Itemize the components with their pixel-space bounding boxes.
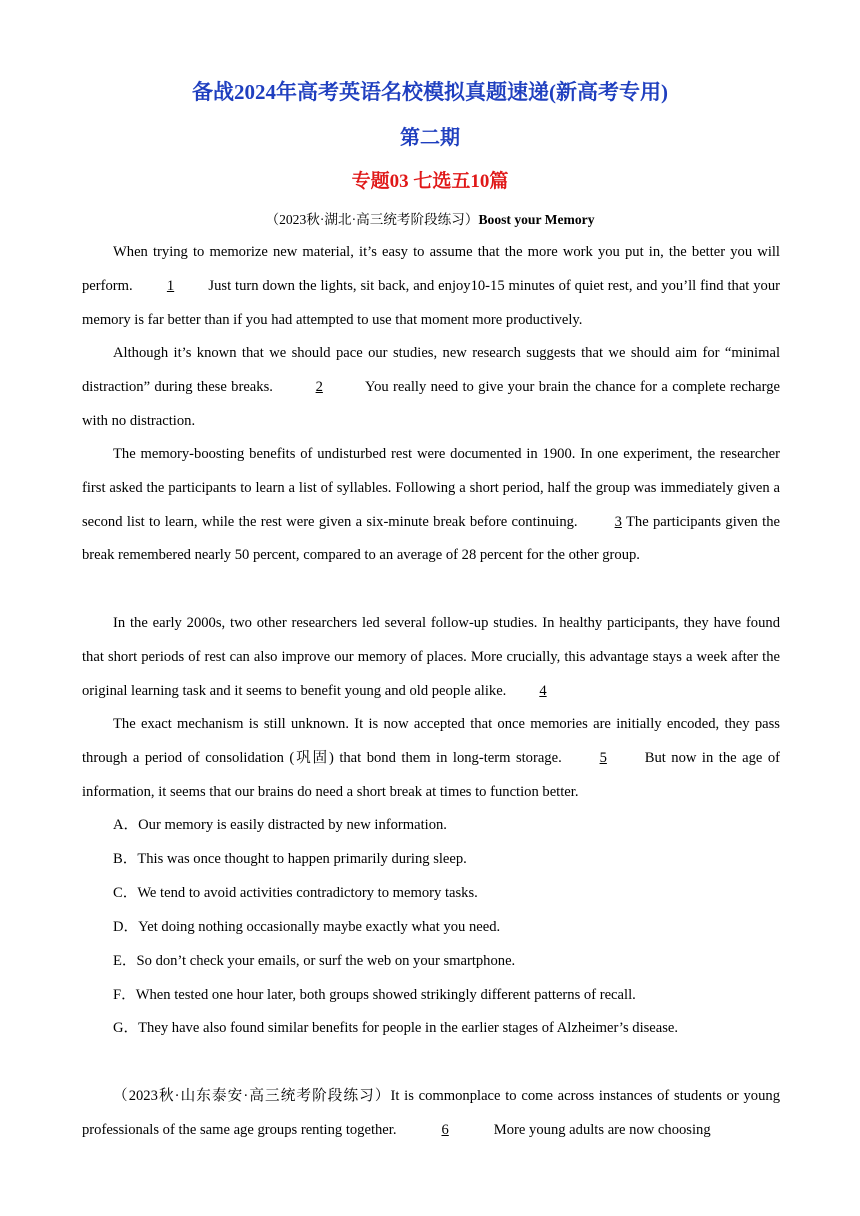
paragraph-text: When trying to memorize new material, it’s easy to assume that the more work you put in, the better you will perform. (82, 244, 780, 294)
option-d: D．Yet doing nothing occasionally maybe exactly what you need. (113, 919, 501, 935)
passage1-heading: Boost your Memory (478, 212, 595, 227)
paragraph-text: You really need to give your brain the chance for a complete recharge with no distraction. (82, 378, 780, 429)
paragraph-text: Just turn down the lights, sit back, and enjoy10-15 minutes of quiet rest, and you’ll find that your memory is far better than if you had attempted to use that moment more productively. (82, 277, 780, 328)
blank-4: 4 (539, 682, 547, 699)
paragraph-text: It is commonplace to come across instances of students or young professionals of the same age groups renting together. (82, 1088, 780, 1138)
option-g: G．They have also found similar benefits for people in the earlier stages of Alzheimer’s disease. (113, 1020, 679, 1036)
topic-heading: 专题03 七选五10篇 (351, 171, 509, 192)
paragraph-text: But now in the age of information, it seems that our brains do need a short break at times to function better. (82, 749, 780, 800)
issue-label: 第二期 (400, 127, 460, 149)
passage1-source: （2023秋·湖北·高三统考阶段练习） (265, 212, 479, 227)
paragraph-text: The memory-boosting benefits of undisturbed rest were documented in 1900. In one experiment, the researcher first asked the participants to learn a list of syllables. Following a short period, half the group was immediately given a second list to learn, while the rest were given a six-minute break before continuing. (82, 446, 780, 530)
passage1-paragraph-2 (82, 337, 780, 438)
blank-5: 5 (599, 749, 607, 766)
paragraph-text: The participants given the break remembered nearly 50 percent, compared to an average of 28 percent for the other group. (82, 513, 781, 564)
passage1-paragraph-5 (82, 708, 780, 809)
option-a: A．Our memory is easily distracted by new information. (113, 817, 447, 833)
paragraph-text: More young adults are now choosing (490, 1121, 711, 1138)
paragraph-text: The exact mechanism is still unknown. It is now accepted that once memories are initially encoded, they pass through a period of consolidation (巩固) that bond them in long-term storage. (82, 716, 780, 766)
blank-3: 3 (614, 513, 622, 530)
passage1-paragraph-3 (82, 438, 780, 573)
option-f: F．When tested one hour later, both groups showed strikingly different patterns of recall. (113, 987, 636, 1003)
document-title: 备战2024年高考英语名校模拟真题速递(新高考专用) (192, 80, 668, 104)
option-c: C．We tend to avoid activities contradictory to memory tasks. (113, 885, 478, 901)
option-b: B．This was once thought to happen primarily during sleep. (113, 851, 467, 867)
passage1-paragraph-1 (82, 236, 780, 337)
blank-2: 2 (315, 378, 323, 395)
passage1-paragraph-4 (82, 607, 780, 708)
passage1-source-line (0, 208, 860, 228)
paragraph-text: Although it’s known that we should pace our studies, new research suggests that we should aim for “minimal distraction” during these breaks. (82, 345, 780, 395)
blank-1: 1 (166, 277, 175, 294)
passage2-source: （2023秋·山东泰安·高三统考阶段练习） (113, 1088, 391, 1104)
blank-6: 6 (441, 1121, 449, 1138)
option-e: E．So don’t check your emails, or surf the web on your smartphone. (113, 953, 516, 969)
passage2-paragraph-1 (82, 1080, 780, 1148)
paragraph-text: In the early 2000s, two other researchers led several follow-up studies. In healthy participants, they have found that short periods of rest can also improve our memory of places. More crucially, this advantage stays a week after the original learning task and it seems to benefit young and old people alike. (82, 615, 780, 699)
